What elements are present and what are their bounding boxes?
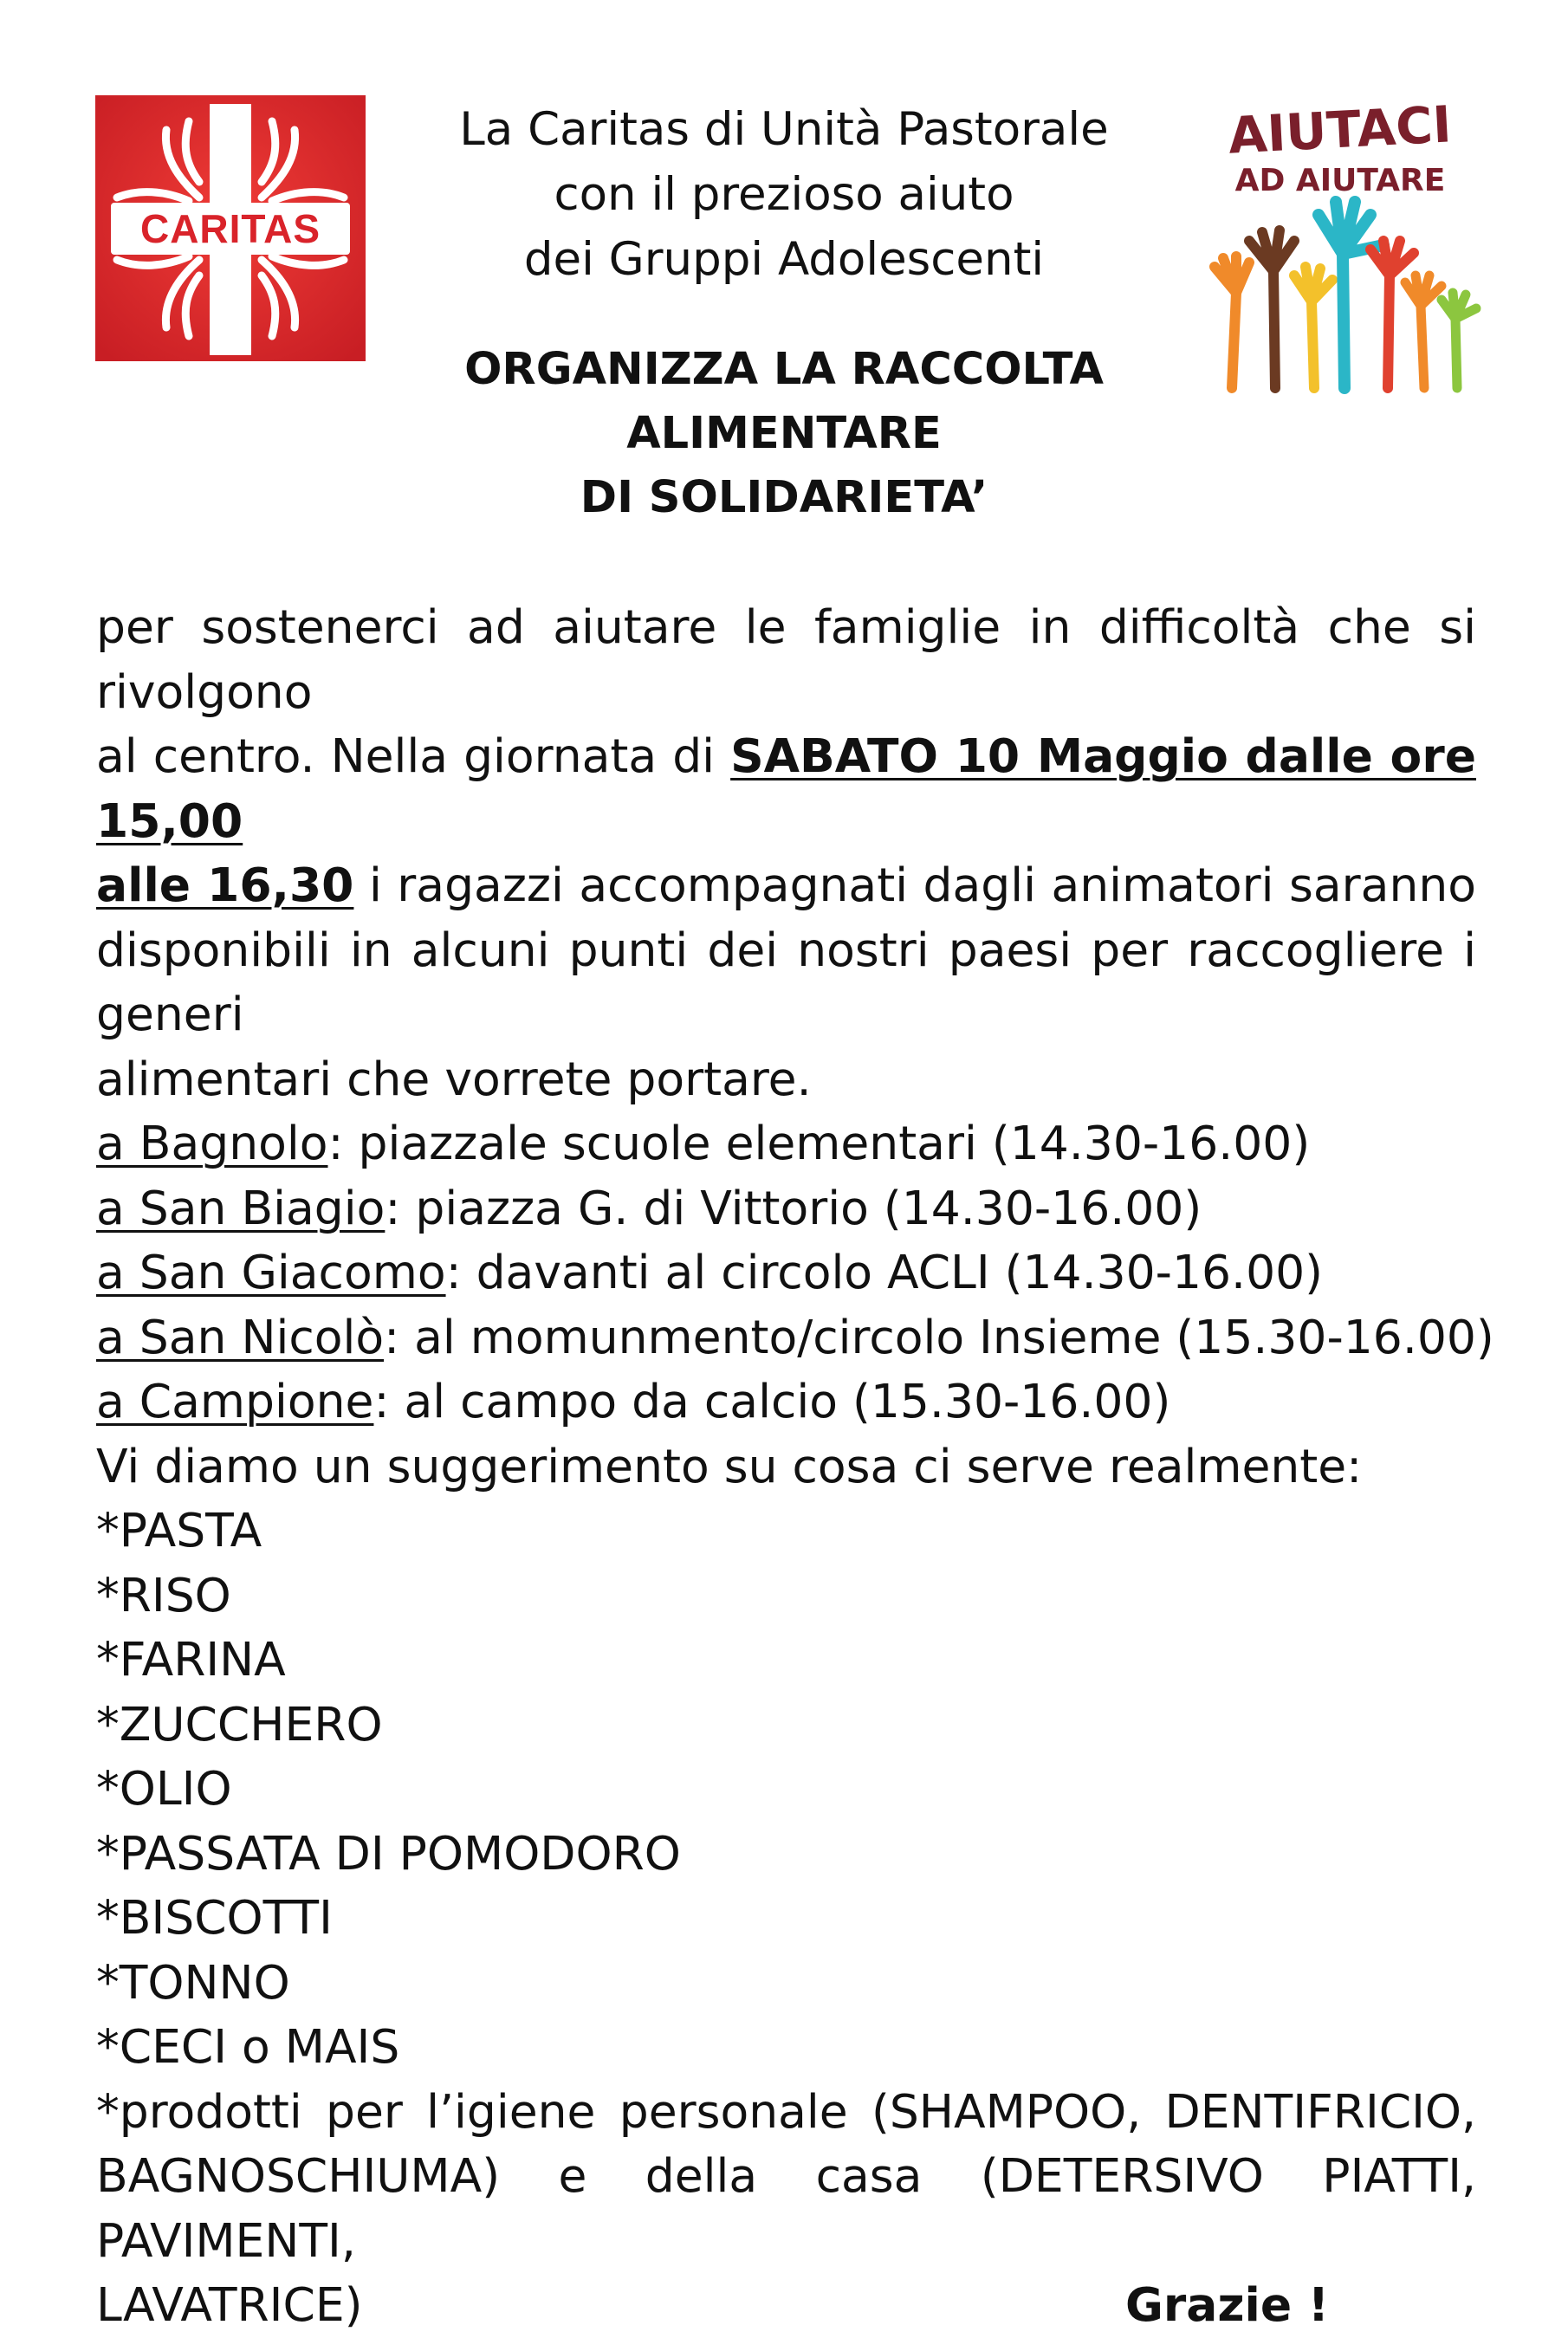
intro-line-4: disponibili in alcuni punti dei nostri paesi per raccogliere i generi [96, 922, 1476, 1041]
location-detail: : piazzale scuole elementari (14.30-16.00) [327, 1116, 1311, 1170]
event-title [390, 338, 1178, 530]
hygiene-text: LAVATRICE) [96, 2277, 363, 2332]
event-end-time: alle 16,30 [96, 858, 354, 912]
closing-thanks: Grazie ! [1125, 2277, 1330, 2332]
list-item: *BISCOTTI [96, 1890, 333, 1945]
intro-line-2 [96, 724, 1476, 853]
location-place: a Bagnolo [96, 1116, 328, 1170]
suggestion-text: Vi diamo un suggerimento su cosa ci serve realmente: [96, 1438, 1363, 1493]
location-detail: : al campo da calcio (15.30-16.00) [373, 1374, 1171, 1428]
event-date: SABATO 10 Maggio dalle ore 15,00 [96, 729, 1476, 848]
body-text [96, 595, 1494, 2338]
location-item [96, 1370, 1476, 1435]
location-place: a Campione [96, 1374, 374, 1428]
list-item: *FARINA [96, 1632, 286, 1687]
aiutaci-logo [1197, 94, 1483, 397]
location-detail: : piazza G. di Vittorio (14.30-16.00) [385, 1180, 1202, 1235]
header-line-1: La Caritas di Unità Pastorale [459, 103, 1109, 156]
location-place: a San Nicolò [96, 1309, 385, 1364]
location-place: a San Biagio [96, 1180, 386, 1235]
title-line-3: DI SOLIDARIETA’ [580, 472, 988, 523]
hygiene-line-1: *prodotti per l’igiene personale (SHAMPOO, DENTIFRICIO, [96, 2083, 1476, 2139]
header-line-3: dei Gruppi Adolescenti [523, 233, 1045, 286]
list-item: *RISO [96, 1567, 231, 1622]
aiutaci-title: AIUTACI [1227, 94, 1454, 165]
hygiene-line-2: BAGNOSCHIUMA) e della casa (DETERSIVO PIATTI, PAVIMENTI, [96, 2148, 1476, 2268]
list-item: *OLIO [96, 1761, 232, 1816]
title-line-1: ORGANIZZA LA RACCOLTA [464, 344, 1104, 395]
intro-line-1: per sostenerci ad aiutare le famiglie in difficoltà che si rivolgono [96, 599, 1476, 719]
aiutaci-logo-graphic [1197, 94, 1483, 397]
header-block [390, 97, 1178, 292]
intro-text: al centro. Nella giornata di [96, 729, 716, 783]
hygiene-line-3 [96, 2273, 1476, 2338]
list-item: *PASSATA DI POMODORO [96, 1825, 681, 1881]
aiutaci-subtitle: AD AIUTARE [1234, 163, 1446, 198]
location-place: a San Giacomo [96, 1245, 446, 1299]
location-detail: : al momunmento/circolo Insieme (15.30-16.00) [384, 1309, 1494, 1364]
location-item [96, 1240, 1476, 1305]
header-line-2: con il prezioso aiuto [554, 168, 1014, 221]
caritas-logo-graphic [95, 95, 366, 361]
location-item [96, 1111, 1476, 1176]
intro-line-3 [96, 853, 1476, 918]
location-item [96, 1305, 1494, 1370]
title-line-2: ALIMENTARE [626, 408, 942, 459]
location-item [96, 1176, 1476, 1241]
intro-line-5: alimentari che vorrete portare. [96, 1051, 812, 1106]
caritas-logo-text: CARITAS [139, 206, 321, 251]
list-item: *PASTA [96, 1503, 262, 1558]
list-item: *TONNO [96, 1954, 290, 2010]
caritas-logo [95, 95, 366, 361]
list-item: *ZUCCHERO [96, 1696, 383, 1752]
intro-text-2: i ragazzi accompagnati dagli animatori saranno [368, 858, 1477, 912]
location-detail: : davanti al circolo ACLI (14.30-16.00) [445, 1245, 1324, 1299]
list-item: *CECI o MAIS [96, 2019, 400, 2074]
